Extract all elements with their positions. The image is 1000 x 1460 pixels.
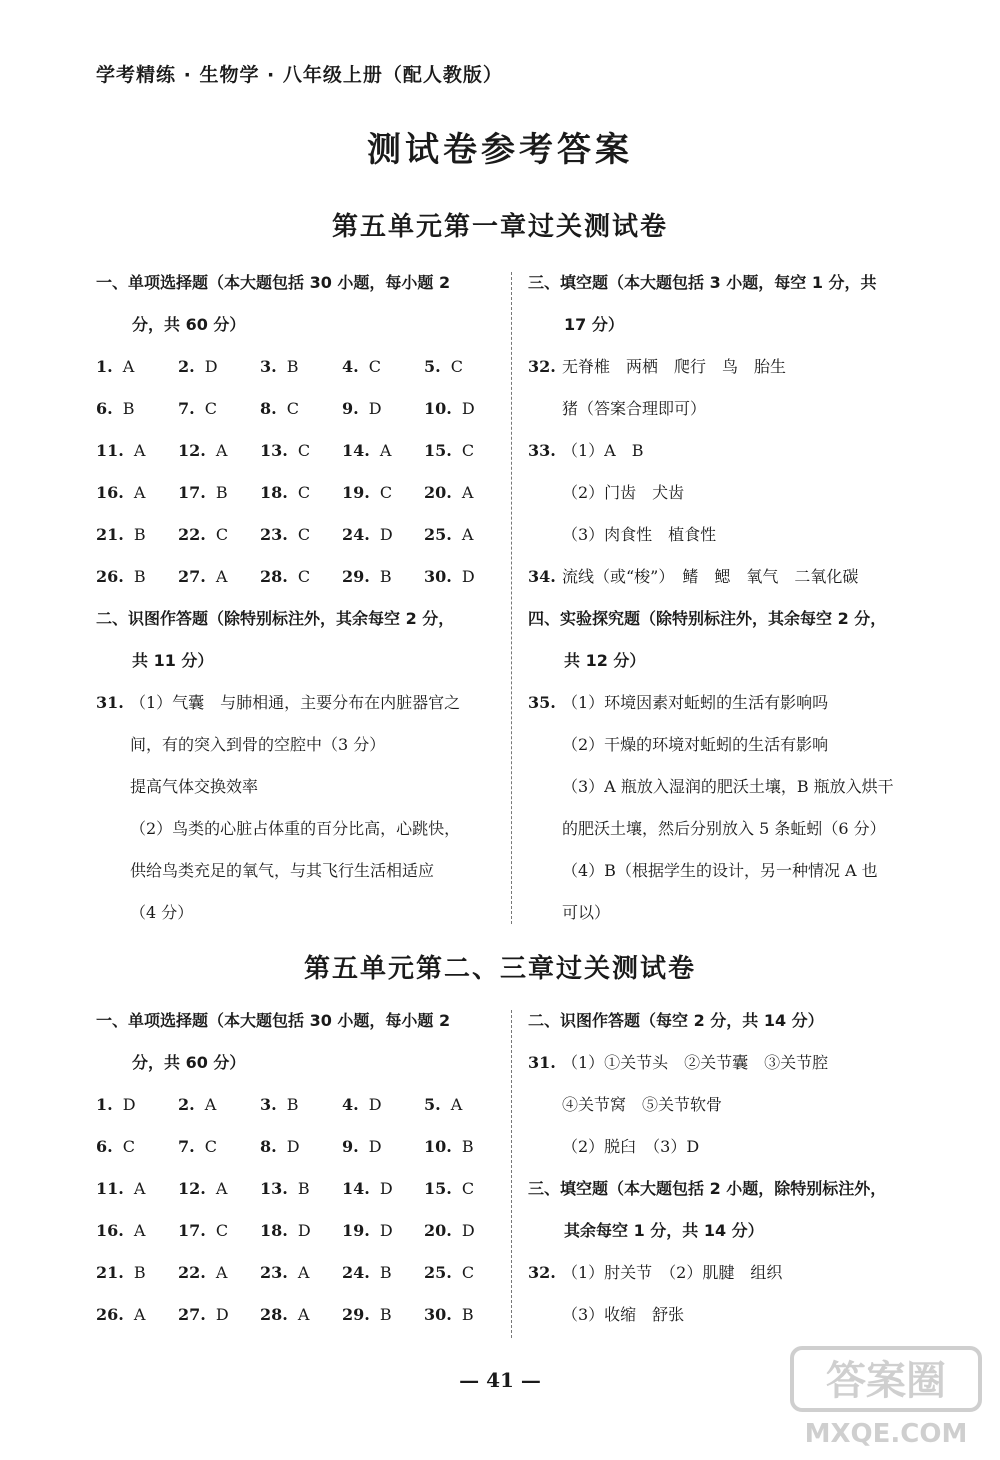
answer-letter: C (461, 441, 475, 460)
question-number: 20. (424, 483, 452, 502)
question-number: 7. (178, 1137, 195, 1156)
answer-cell (96, 1084, 178, 1126)
answer-cell (96, 1252, 178, 1294)
answer-letter: C (297, 483, 311, 502)
answer-cell (260, 1084, 342, 1126)
answer-cell (260, 1210, 342, 1252)
answer-row (96, 514, 506, 556)
answer-text: （4）B（根据学生的设计，另一种情况 A 也 (562, 861, 878, 880)
question-number: 23. (260, 1263, 288, 1282)
answer-row (96, 1294, 506, 1336)
answer-letter: A (215, 1263, 228, 1282)
question-number: 31. (96, 693, 124, 712)
answer-cell (260, 514, 342, 556)
question-number: 20. (424, 1221, 452, 1240)
question-number: 4. (342, 1095, 359, 1114)
question-number: 10. (424, 399, 452, 418)
s2-heading-diagram: 二、识图作答题（每空 2 分，共 14 分） (528, 1011, 824, 1030)
answer-letter: C (297, 441, 311, 460)
answer-text: 间，有的突入到骨的空腔中（3 分） (130, 735, 386, 754)
answer-cell (96, 1126, 178, 1168)
question-number: 23. (260, 525, 288, 544)
question-number: 1. (96, 1095, 113, 1114)
answer-row (96, 388, 506, 430)
answer-letter: C (461, 1179, 475, 1198)
question-number: 14. (342, 1179, 370, 1198)
answer-row (96, 430, 506, 472)
question-number: 6. (96, 399, 113, 418)
answer-cell (260, 556, 342, 598)
question-number: 31. (528, 1053, 556, 1072)
answer-text: （2）干燥的环境对蚯蚓的生活有影响 (562, 735, 829, 754)
question-number: 2. (178, 357, 195, 376)
answer-letter: D (461, 567, 475, 586)
answer-cell (424, 388, 506, 430)
answer-letter: B (379, 567, 392, 586)
answer-letter: B (133, 567, 146, 586)
answer-cell (342, 514, 424, 556)
answer-letter: C (122, 1137, 135, 1156)
answer-text: 可以） (562, 903, 611, 922)
question-number: 16. (96, 483, 124, 502)
answer-text: （2）门齿 犬齿 (562, 483, 685, 502)
answer-cell (424, 1210, 506, 1252)
answer-letter: A (215, 441, 228, 460)
question-number: 29. (342, 567, 370, 586)
answer-letter: B (379, 1263, 392, 1282)
answer-cell (96, 346, 178, 388)
page-number: — 41 — (459, 1368, 541, 1392)
answer-cell (424, 472, 506, 514)
question-number: 17. (178, 1221, 206, 1240)
answer-letter: B (297, 1179, 310, 1198)
watermark-text-top: 答案圈 (826, 1358, 946, 1404)
question-number: 7. (178, 399, 195, 418)
question-number: 14. (342, 441, 370, 460)
section2-left-column (96, 1000, 506, 1336)
question-number: 18. (260, 483, 288, 502)
answer-cell (260, 1294, 342, 1336)
answer-cell (342, 556, 424, 598)
answer-text: 流线（或“梭”） 鳍 鳃 氧气 二氧化碳 (562, 567, 859, 586)
question-number: 33. (528, 441, 556, 460)
question-number: 34. (528, 567, 556, 586)
question-number: 22. (178, 1263, 206, 1282)
answer-cell (342, 1210, 424, 1252)
question-number: 9. (342, 1137, 359, 1156)
watermark-logo (786, 1342, 986, 1452)
answer-letter: D (204, 357, 218, 376)
answer-letter: C (215, 525, 229, 544)
answer-cell (424, 1252, 506, 1294)
answer-letter: D (297, 1221, 311, 1240)
answer-row (96, 1084, 506, 1126)
answer-text: （3）收缩 舒张 (562, 1305, 685, 1324)
page-title: 测试卷参考答案 (367, 130, 633, 170)
answer-letter: C (204, 1137, 217, 1156)
question-number: 1. (96, 357, 113, 376)
section1-left-column (96, 262, 506, 934)
answer-cell (178, 388, 260, 430)
answer-cell (96, 1210, 178, 1252)
answer-letter: A (133, 1179, 146, 1198)
s1-heading-experiment-cont: 共 12 分） (564, 651, 646, 670)
question-number: 5. (424, 357, 441, 376)
answer-cell (342, 388, 424, 430)
question-number: 15. (424, 1179, 452, 1198)
question-number: 25. (424, 1263, 452, 1282)
watermark-text-bottom: MXQE.COM (804, 1419, 968, 1449)
answer-cell (342, 1126, 424, 1168)
s1-heading-choice-cont: 分，共 60 分） (132, 315, 246, 334)
answer-letter: A (461, 525, 474, 544)
answer-letter: C (297, 525, 311, 544)
question-number: 12. (178, 441, 206, 460)
answer-text: 供给鸟类充足的氧气，与其飞行生活相适应 (130, 861, 435, 880)
answer-cell (260, 430, 342, 472)
question-number: 19. (342, 1221, 370, 1240)
answer-cell (424, 556, 506, 598)
answer-letter: B (286, 357, 299, 376)
answer-cell (96, 472, 178, 514)
question-number: 15. (424, 441, 452, 460)
answer-cell (178, 1084, 260, 1126)
answer-text: （3）肉食性 植食性 (562, 525, 717, 544)
answer-cell (342, 1294, 424, 1336)
answer-cell (96, 1168, 178, 1210)
answer-letter: A (204, 1095, 217, 1114)
answer-letter: D (368, 399, 382, 418)
s1-heading-diagram: 二、识图作答题（除特别标注外，其余每空 2 分， (96, 609, 455, 628)
answer-cell (178, 1294, 260, 1336)
answer-letter: D (122, 1095, 136, 1114)
question-number: 8. (260, 1137, 277, 1156)
answer-letter: D (461, 1221, 475, 1240)
answer-cell (342, 1252, 424, 1294)
answer-cell (178, 1210, 260, 1252)
question-number: 10. (424, 1137, 452, 1156)
answer-letter: D (379, 1179, 393, 1198)
question-number: 32. (528, 1263, 556, 1282)
answer-row (96, 1252, 506, 1294)
answer-text: 猪（答案合理即可） (562, 399, 707, 418)
answer-letter: B (461, 1137, 474, 1156)
answer-cell (178, 514, 260, 556)
answer-text: （4 分） (130, 903, 194, 922)
section2-right-column (528, 1000, 928, 1336)
answer-letter: D (215, 1305, 229, 1324)
question-number: 24. (342, 525, 370, 544)
column-divider (511, 1010, 512, 1338)
question-number: 28. (260, 567, 288, 586)
answer-letter: D (286, 1137, 300, 1156)
answer-cell (260, 1252, 342, 1294)
question-number: 30. (424, 567, 452, 586)
answer-row (96, 556, 506, 598)
s1-answer-grid (96, 346, 506, 598)
question-number: 4. (342, 357, 359, 376)
s2-heading-choice: 一、单项选择题（本大题包括 30 小题，每小题 2 (96, 1011, 451, 1030)
answer-row (96, 346, 506, 388)
answer-letter: B (215, 483, 228, 502)
answer-letter: A (297, 1263, 310, 1282)
answer-cell (424, 1294, 506, 1336)
answer-cell (424, 1084, 506, 1126)
answer-letter: A (297, 1305, 310, 1324)
answer-cell (342, 472, 424, 514)
answer-letter: B (379, 1305, 392, 1324)
answer-letter: B (133, 1263, 146, 1282)
answer-cell (424, 1168, 506, 1210)
question-number: 5. (424, 1095, 441, 1114)
answer-letter: C (215, 1221, 229, 1240)
answer-letter: B (122, 399, 135, 418)
answer-row (96, 1210, 506, 1252)
column-divider (511, 272, 512, 924)
answer-cell (424, 430, 506, 472)
answer-letter: D (368, 1137, 382, 1156)
answer-letter: A (133, 441, 146, 460)
answer-cell (178, 346, 260, 388)
section2-title: 第五单元第二、三章过关测试卷 (303, 954, 696, 984)
question-number: 3. (260, 357, 277, 376)
answer-cell (178, 556, 260, 598)
question-number: 11. (96, 441, 124, 460)
answer-cell (260, 472, 342, 514)
answer-cell (96, 1294, 178, 1336)
s2-answer-grid (96, 1084, 506, 1336)
answer-letter: A (379, 441, 392, 460)
answer-letter: A (450, 1095, 463, 1114)
answer-row (96, 472, 506, 514)
answer-cell (178, 472, 260, 514)
answer-text: （1）环境因素对蚯蚓的生活有影响吗 (562, 693, 829, 712)
answer-letter: B (133, 525, 146, 544)
question-number: 26. (96, 567, 124, 586)
question-number: 28. (260, 1305, 288, 1324)
s2-heading-fill: 三、填空题（本大题包括 2 小题，除特别标注外， (528, 1179, 887, 1198)
answer-letter: D (379, 525, 393, 544)
answer-cell (424, 346, 506, 388)
question-number: 6. (96, 1137, 113, 1156)
question-number: 18. (260, 1221, 288, 1240)
answer-text: ④关节窝 ⑤关节软骨 (562, 1095, 723, 1114)
answer-text: （1）A B (562, 441, 644, 460)
question-number: 27. (178, 567, 206, 586)
answer-cell (178, 430, 260, 472)
answer-letter: D (379, 1221, 393, 1240)
answer-cell (260, 346, 342, 388)
s1-heading-diagram-cont: 共 11 分） (132, 651, 214, 670)
answer-letter: A (215, 1179, 228, 1198)
answer-letter: A (133, 483, 146, 502)
s1-heading-choice: 一、单项选择题（本大题包括 30 小题，每小题 2 (96, 273, 451, 292)
book-header: 学考精练 · 生物学 · 八年级上册（配人教版） (96, 64, 503, 86)
question-number: 26. (96, 1305, 124, 1324)
answer-cell (424, 514, 506, 556)
section1-title: 第五单元第一章过关测试卷 (331, 212, 668, 242)
answer-text: （1）①关节头 ②关节囊 ③关节腔 (562, 1053, 829, 1072)
question-number: 22. (178, 525, 206, 544)
answer-cell (260, 1126, 342, 1168)
question-number: 29. (342, 1305, 370, 1324)
answer-letter: C (379, 483, 393, 502)
question-number: 17. (178, 483, 206, 502)
answer-cell (342, 1168, 424, 1210)
answer-letter: C (286, 399, 299, 418)
answer-letter: C (297, 567, 311, 586)
question-number: 35. (528, 693, 556, 712)
answer-cell (178, 1168, 260, 1210)
question-number: 27. (178, 1305, 206, 1324)
answer-text: （2）鸟类的心脏占体重的百分比高，心跳快， (130, 819, 461, 838)
answer-text: 的肥沃土壤，然后分别放入 5 条蚯蚓（6 分） (562, 819, 886, 838)
answer-cell (342, 1084, 424, 1126)
s2-heading-choice-cont: 分，共 60 分） (132, 1053, 246, 1072)
question-number: 2. (178, 1095, 195, 1114)
answer-text: （3）A 瓶放入湿润的肥沃土壤，B 瓶放入烘干 (562, 777, 894, 796)
answer-letter: C (368, 357, 381, 376)
answer-letter: C (461, 1263, 475, 1282)
answer-cell (342, 346, 424, 388)
answer-row (96, 1168, 506, 1210)
answer-letter: D (368, 1095, 382, 1114)
s1-heading-fill-cont: 17 分） (564, 315, 624, 334)
answer-cell (178, 1126, 260, 1168)
answer-letter: A (133, 1305, 146, 1324)
answer-cell (178, 1252, 260, 1294)
answer-cell (424, 1126, 506, 1168)
answer-cell (342, 430, 424, 472)
answer-cell (96, 430, 178, 472)
answer-text: （1）肘关节 （2）肌腱 组织 (562, 1263, 783, 1282)
s1-heading-experiment: 四、实验探究题（除特别标注外，其余每空 2 分， (528, 609, 887, 628)
answer-letter: A (215, 567, 228, 586)
answer-row (96, 1126, 506, 1168)
answer-letter: A (122, 357, 135, 376)
answer-letter: B (461, 1305, 474, 1324)
answer-text: （2）脱臼 （3）D (562, 1137, 700, 1156)
answer-cell (96, 388, 178, 430)
question-number: 8. (260, 399, 277, 418)
question-number: 13. (260, 441, 288, 460)
answer-text: （1）气囊 与肺相通，主要分布在内脏器官之 (130, 693, 461, 712)
question-number: 16. (96, 1221, 124, 1240)
answer-cell (260, 388, 342, 430)
answer-letter: C (204, 399, 217, 418)
question-number: 25. (424, 525, 452, 544)
answer-letter: A (133, 1221, 146, 1240)
question-number: 21. (96, 1263, 124, 1282)
answer-cell (96, 556, 178, 598)
question-number: 13. (260, 1179, 288, 1198)
question-number: 21. (96, 525, 124, 544)
answer-letter: B (286, 1095, 299, 1114)
answer-cell (96, 514, 178, 556)
question-number: 3. (260, 1095, 277, 1114)
answer-text: 无脊椎 两栖 爬行 鸟 胎生 (562, 357, 787, 376)
answer-cell (260, 1168, 342, 1210)
answer-text: 提高气体交换效率 (130, 777, 259, 796)
answer-letter: C (450, 357, 463, 376)
s2-heading-fill-cont: 其余每空 1 分，共 14 分） (564, 1221, 764, 1240)
question-number: 12. (178, 1179, 206, 1198)
question-number: 11. (96, 1179, 124, 1198)
question-number: 30. (424, 1305, 452, 1324)
answer-letter: D (461, 399, 475, 418)
question-number: 24. (342, 1263, 370, 1282)
s1-heading-fill: 三、填空题（本大题包括 3 小题，每空 1 分，共 (528, 273, 877, 292)
question-number: 9. (342, 399, 359, 418)
question-number: 19. (342, 483, 370, 502)
answer-letter: A (461, 483, 474, 502)
section1-right-column (528, 262, 928, 934)
question-number: 32. (528, 357, 556, 376)
